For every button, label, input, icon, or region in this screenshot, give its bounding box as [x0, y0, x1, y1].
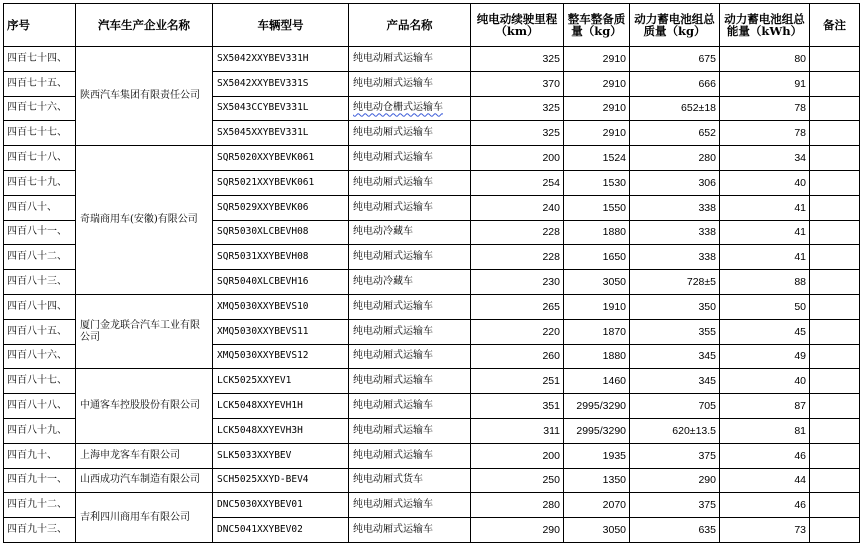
row-product: 纯电动厢式运输车 [349, 369, 471, 394]
row-mass: 1870 [564, 319, 630, 344]
row-battery-energy: 80 [720, 47, 810, 72]
row-battery-mass: 355 [630, 319, 720, 344]
row-battery-mass: 705 [630, 394, 720, 419]
row-mass: 2995/3290 [564, 394, 630, 419]
row-seq: 四百八十四、 [4, 294, 76, 319]
row-battery-energy: 41 [720, 220, 810, 245]
table-row [4, 294, 860, 319]
row-note [810, 369, 860, 394]
row-seq: 四百八十七、 [4, 369, 76, 394]
row-range: 200 [471, 443, 564, 468]
row-seq: 四百七十九、 [4, 170, 76, 195]
row-battery-energy: 81 [720, 418, 810, 443]
row-seq: 四百九十、 [4, 443, 76, 468]
row-product: 纯电动厢式运输车 [349, 146, 471, 171]
row-seq: 四百八十二、 [4, 245, 76, 270]
row-mass: 1550 [564, 195, 630, 220]
row-model: SX5042XXYBEV331H [213, 47, 349, 72]
row-range: 325 [471, 121, 564, 146]
row-seq: 四百七十四、 [4, 47, 76, 72]
row-note [810, 195, 860, 220]
row-note [810, 121, 860, 146]
row-battery-energy: 40 [720, 170, 810, 195]
row-seq: 四百八十五、 [4, 319, 76, 344]
row-battery-energy: 41 [720, 245, 810, 270]
table-row [4, 47, 860, 72]
row-model: SX5043CCYBEV331L [213, 96, 349, 121]
row-seq: 四百九十三、 [4, 518, 76, 543]
row-model: XMQ5030XXYBEVS12 [213, 344, 349, 369]
row-battery-mass: 345 [630, 369, 720, 394]
row-note [810, 245, 860, 270]
row-seq: 四百九十二、 [4, 493, 76, 518]
table-row [4, 443, 860, 468]
row-battery-mass: 338 [630, 245, 720, 270]
row-range: 251 [471, 369, 564, 394]
row-product [349, 96, 471, 121]
row-seq: 四百八十三、 [4, 270, 76, 295]
row-product-text: 纯电动仓栅式运输车 [353, 102, 443, 114]
header-manufacturer: 汽车生产企业名称 [76, 4, 213, 47]
manufacturer-name: 厦门金龙联合汽车工业有限公司 [76, 294, 213, 368]
row-battery-energy: 44 [720, 468, 810, 493]
row-product: 纯电动厢式运输车 [349, 443, 471, 468]
row-range: 228 [471, 220, 564, 245]
row-battery-mass: 652±18 [630, 96, 720, 121]
row-mass: 2910 [564, 96, 630, 121]
header-range: 纯电动续驶里程（km） [471, 4, 564, 47]
row-mass: 1350 [564, 468, 630, 493]
row-battery-mass: 728±5 [630, 270, 720, 295]
row-mass: 2070 [564, 493, 630, 518]
row-model: LCK5025XXYEV1 [213, 369, 349, 394]
row-range: 325 [471, 96, 564, 121]
row-model: DNC5030XXYBEV01 [213, 493, 349, 518]
row-seq: 四百八十八、 [4, 394, 76, 419]
row-battery-energy: 87 [720, 394, 810, 419]
row-model: XMQ5030XXYBEVS10 [213, 294, 349, 319]
row-seq: 四百九十一、 [4, 468, 76, 493]
row-seq: 四百八十六、 [4, 344, 76, 369]
row-range: 220 [471, 319, 564, 344]
row-mass: 3050 [564, 270, 630, 295]
row-note [810, 71, 860, 96]
row-battery-mass: 675 [630, 47, 720, 72]
row-note [810, 468, 860, 493]
row-range: 240 [471, 195, 564, 220]
row-model: LCK5048XXYEVH1H [213, 394, 349, 419]
row-range: 200 [471, 146, 564, 171]
row-range: 250 [471, 468, 564, 493]
row-mass: 2995/3290 [564, 418, 630, 443]
row-range: 280 [471, 493, 564, 518]
row-battery-mass: 635 [630, 518, 720, 543]
row-battery-mass: 345 [630, 344, 720, 369]
header-seq: 序号 [4, 4, 76, 47]
row-model: SQR5031XXYBEVH08 [213, 245, 349, 270]
row-note [810, 294, 860, 319]
row-note [810, 319, 860, 344]
table-row [4, 493, 860, 518]
row-product: 纯电动厢式运输车 [349, 170, 471, 195]
row-note [810, 493, 860, 518]
row-model: SLK5033XXYBEV [213, 443, 349, 468]
row-range: 311 [471, 418, 564, 443]
row-battery-energy: 50 [720, 294, 810, 319]
row-battery-energy: 91 [720, 71, 810, 96]
row-note [810, 518, 860, 543]
row-battery-energy: 73 [720, 518, 810, 543]
row-mass: 1460 [564, 369, 630, 394]
row-mass: 1935 [564, 443, 630, 468]
row-product: 纯电动厢式运输车 [349, 294, 471, 319]
manufacturer-name: 奇瑞商用车(安徽)有限公司 [76, 146, 213, 295]
row-battery-energy: 45 [720, 319, 810, 344]
row-battery-energy: 34 [720, 146, 810, 171]
row-note [810, 418, 860, 443]
row-note [810, 96, 860, 121]
row-range: 351 [471, 394, 564, 419]
row-mass: 1650 [564, 245, 630, 270]
row-battery-mass: 306 [630, 170, 720, 195]
row-mass: 2910 [564, 121, 630, 146]
row-model: SQR5040XLCBEVH16 [213, 270, 349, 295]
row-product: 纯电动厢式运输车 [349, 344, 471, 369]
row-mass: 1530 [564, 170, 630, 195]
row-product: 纯电动冷藏车 [349, 270, 471, 295]
row-range: 265 [471, 294, 564, 319]
row-seq: 四百七十七、 [4, 121, 76, 146]
row-mass: 2910 [564, 71, 630, 96]
row-product: 纯电动厢式运输车 [349, 71, 471, 96]
header-product: 产品名称 [349, 4, 471, 47]
row-range: 260 [471, 344, 564, 369]
header-battery-mass: 动力蓄电池组总质量（kg） [630, 4, 720, 47]
row-range: 254 [471, 170, 564, 195]
row-battery-mass: 280 [630, 146, 720, 171]
row-model: SQR5029XXYBEVK06 [213, 195, 349, 220]
row-battery-mass: 652 [630, 121, 720, 146]
row-battery-mass: 666 [630, 71, 720, 96]
row-battery-energy: 40 [720, 369, 810, 394]
row-product: 纯电动厢式运输车 [349, 245, 471, 270]
row-seq: 四百七十六、 [4, 96, 76, 121]
row-product: 纯电动厢式货车 [349, 468, 471, 493]
row-battery-energy: 41 [720, 195, 810, 220]
row-product: 纯电动厢式运输车 [349, 493, 471, 518]
row-range: 290 [471, 518, 564, 543]
row-mass: 3050 [564, 518, 630, 543]
table-row [4, 146, 860, 171]
row-battery-mass: 375 [630, 493, 720, 518]
row-battery-energy: 46 [720, 443, 810, 468]
row-battery-mass: 338 [630, 220, 720, 245]
row-mass: 1880 [564, 220, 630, 245]
row-battery-energy: 46 [720, 493, 810, 518]
row-product: 纯电动厢式运输车 [349, 518, 471, 543]
row-product: 纯电动厢式运输车 [349, 319, 471, 344]
row-range: 370 [471, 71, 564, 96]
row-battery-energy: 78 [720, 121, 810, 146]
manufacturer-name: 山西成功汽车制造有限公司 [76, 468, 213, 493]
header-row [4, 4, 860, 47]
row-seq: 四百八十九、 [4, 418, 76, 443]
header-model: 车辆型号 [213, 4, 349, 47]
row-battery-energy: 49 [720, 344, 810, 369]
row-seq: 四百七十五、 [4, 71, 76, 96]
row-range: 230 [471, 270, 564, 295]
row-note [810, 394, 860, 419]
manufacturer-name: 上海申龙客车有限公司 [76, 443, 213, 468]
row-seq: 四百八十一、 [4, 220, 76, 245]
row-model: SCH5025XXYD-BEV4 [213, 468, 349, 493]
row-model: SQR5021XXYBEVK061 [213, 170, 349, 195]
row-range: 228 [471, 245, 564, 270]
row-note [810, 146, 860, 171]
row-seq: 四百七十八、 [4, 146, 76, 171]
row-mass: 1880 [564, 344, 630, 369]
row-product: 纯电动厢式运输车 [349, 195, 471, 220]
row-model: SX5045XXYBEV331L [213, 121, 349, 146]
row-range: 325 [471, 47, 564, 72]
row-seq: 四百八十、 [4, 195, 76, 220]
row-product: 纯电动厢式运输车 [349, 47, 471, 72]
header-note: 备注 [810, 4, 860, 47]
table-row [4, 369, 860, 394]
row-note [810, 270, 860, 295]
row-note [810, 443, 860, 468]
row-battery-mass: 350 [630, 294, 720, 319]
row-model: SQR5020XXYBEVK061 [213, 146, 349, 171]
row-product: 纯电动冷藏车 [349, 220, 471, 245]
row-mass: 1524 [564, 146, 630, 171]
row-product: 纯电动厢式运输车 [349, 121, 471, 146]
row-model: SQR5030XLCBEVH08 [213, 220, 349, 245]
row-model: SX5042XXYBEV331S [213, 71, 349, 96]
row-model: LCK5048XXYEVH3H [213, 418, 349, 443]
manufacturer-name: 吉利四川商用车有限公司 [76, 493, 213, 543]
row-battery-mass: 338 [630, 195, 720, 220]
row-mass: 2910 [564, 47, 630, 72]
row-battery-mass: 290 [630, 468, 720, 493]
row-note [810, 47, 860, 72]
row-note [810, 344, 860, 369]
row-battery-mass: 620±13.5 [630, 418, 720, 443]
row-product: 纯电动厢式运输车 [349, 394, 471, 419]
row-battery-energy: 78 [720, 96, 810, 121]
table-row [4, 468, 860, 493]
row-model: XMQ5030XXYBEVS11 [213, 319, 349, 344]
row-battery-mass: 375 [630, 443, 720, 468]
row-mass: 1910 [564, 294, 630, 319]
manufacturer-name: 中通客车控股股份有限公司 [76, 369, 213, 443]
row-battery-energy: 88 [720, 270, 810, 295]
row-note [810, 170, 860, 195]
row-product: 纯电动厢式运输车 [349, 418, 471, 443]
header-battery-energy: 动力蓄电池组总能量（kWh） [720, 4, 810, 47]
row-model: DNC5041XXYBEV02 [213, 518, 349, 543]
vehicle-catalog-table [3, 3, 860, 543]
row-note [810, 220, 860, 245]
header-mass: 整车整备质量（kg） [564, 4, 630, 47]
manufacturer-name: 陕西汽车集团有限责任公司 [76, 47, 213, 146]
